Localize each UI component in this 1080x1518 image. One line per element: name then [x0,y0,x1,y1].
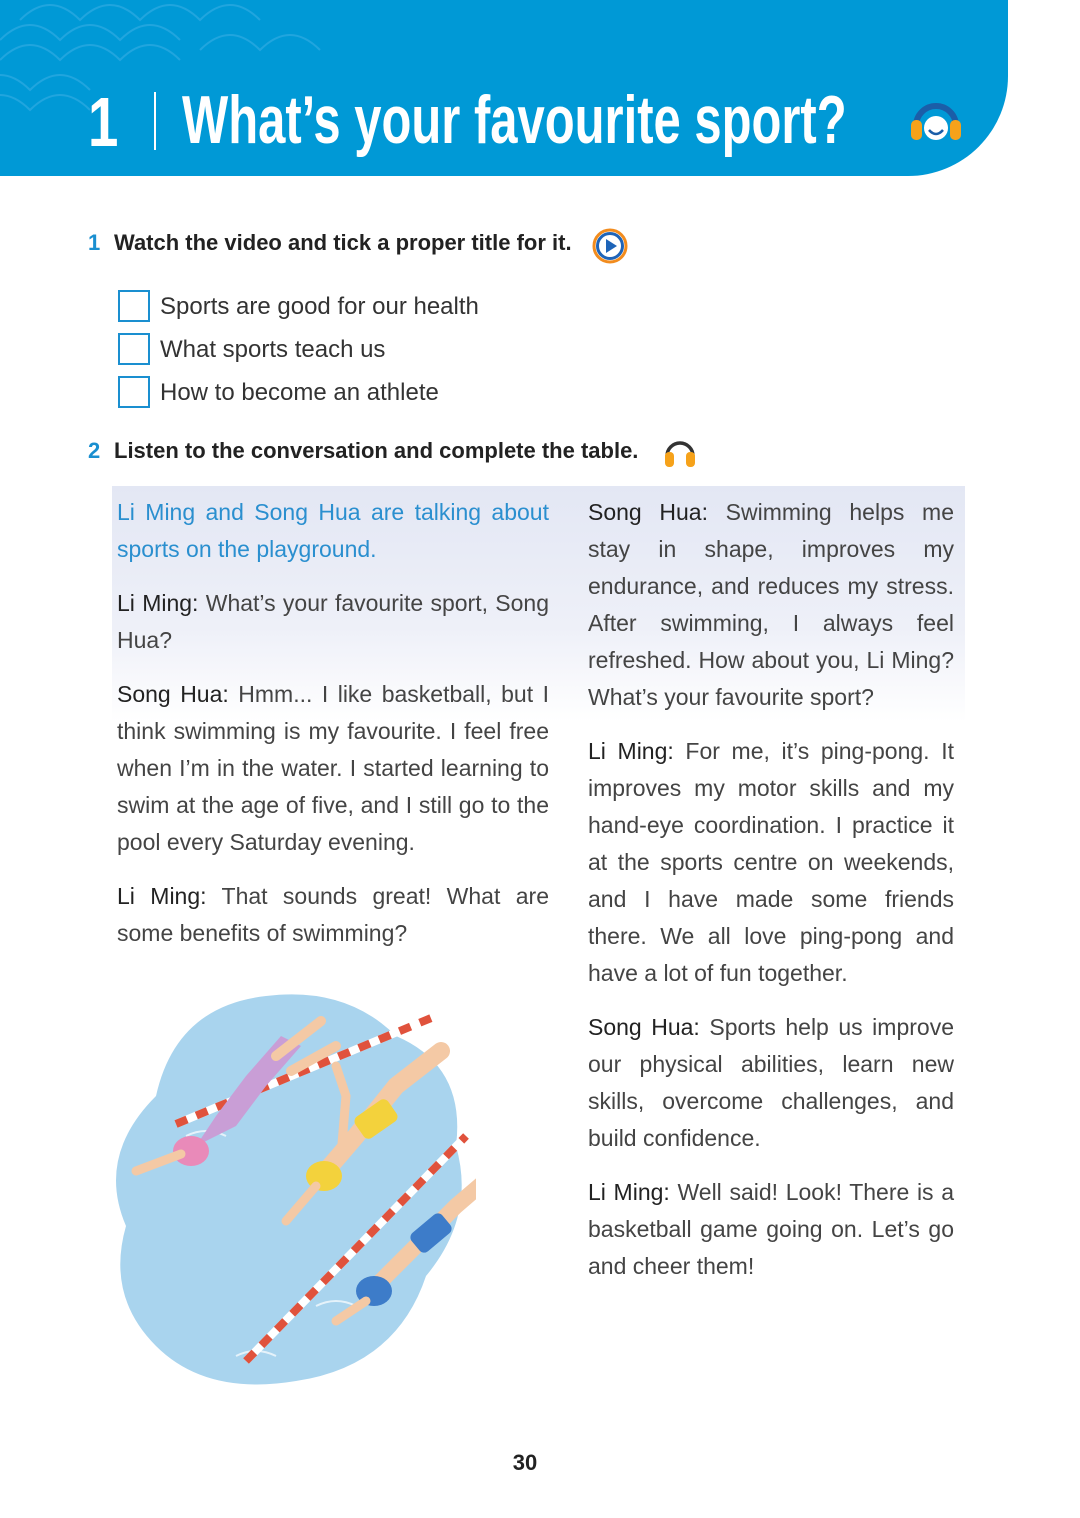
line-text: Sports help us improve our physical abilities, learn new skills, overcome challenges, and build confidence. [588,1014,954,1151]
speaker-name: Song Hua: [588,499,708,525]
speaker-name: Li Ming: [117,883,207,909]
line-text: Hmm... I like basketball, but I think swimming is my favourite. I feel free when I’m in the water. I started learning to swim at the age of five, and I still go to the pool every Saturday evening. [117,681,549,855]
dialogue-line [117,585,549,659]
speaker-name: Song Hua: [588,1014,700,1040]
exercise-number: 1 [88,230,101,255]
exercise-1-instruction [88,230,572,256]
dialogue-column-right [588,494,954,1302]
speaker-name: Li Ming: [117,590,199,616]
dialogue-line [117,676,549,861]
exercise-number: 2 [88,438,101,463]
dialogue-line [588,494,954,716]
page-title: What’s your favourite sport? [182,82,847,158]
dialogue-intro: Li Ming and Song Hua are talking about sports on the playground. [117,499,549,562]
headphones-icon[interactable] [662,434,698,470]
title-divider [154,92,156,150]
speaker-name: Li Ming: [588,1179,670,1205]
dialogue-line [588,1009,954,1157]
option-label: Sports are good for our health [160,293,479,320]
unit-number: 1 [88,83,119,161]
checkbox[interactable] [118,333,150,365]
line-text: That sounds great! What are some benefits of swimming? [117,883,549,946]
dialogue-line [588,733,954,992]
headphones-icon[interactable] [908,96,964,144]
exercise-2-instruction [88,438,638,464]
swimmers-illustration [96,976,476,1396]
checkbox[interactable] [118,290,150,322]
speaker-name: Song Hua: [117,681,229,707]
page-number: 30 [512,1450,538,1475]
line-text: Well said! Look! There is a basketball game going on. Let’s go and cheer them! [588,1179,955,1279]
instruction-text: Listen to the conversation and complete the table. [114,438,639,463]
checkbox[interactable] [118,376,150,408]
instruction-text: Watch the video and tick a proper title for it. [114,230,572,255]
line-text: Swimming helps me stay in shape, improves my endurance, and reduces my stress. After swimming, I always feel refreshed. How about you, Li Ming? What’s your favourite sport? [588,499,954,710]
line-text: For me, it’s ping-pong. It improves my motor skills and my hand-eye coordination. I practice it at the sports centre on weekends, and I have made some friends there. We all love ping-pong and have a lot of fun together. [588,738,954,986]
dialogue-line [117,878,549,952]
dialogue-column-left [117,494,549,969]
speaker-name: Li Ming: [588,738,674,764]
line-text: What’s your favourite sport, Song Hua? [117,590,549,653]
option-label: How to become an athlete [160,379,439,406]
option-label: What sports teach us [160,336,386,363]
unit-header [0,0,1008,176]
video-play-icon[interactable] [592,228,628,264]
dialogue-line [588,1174,954,1285]
